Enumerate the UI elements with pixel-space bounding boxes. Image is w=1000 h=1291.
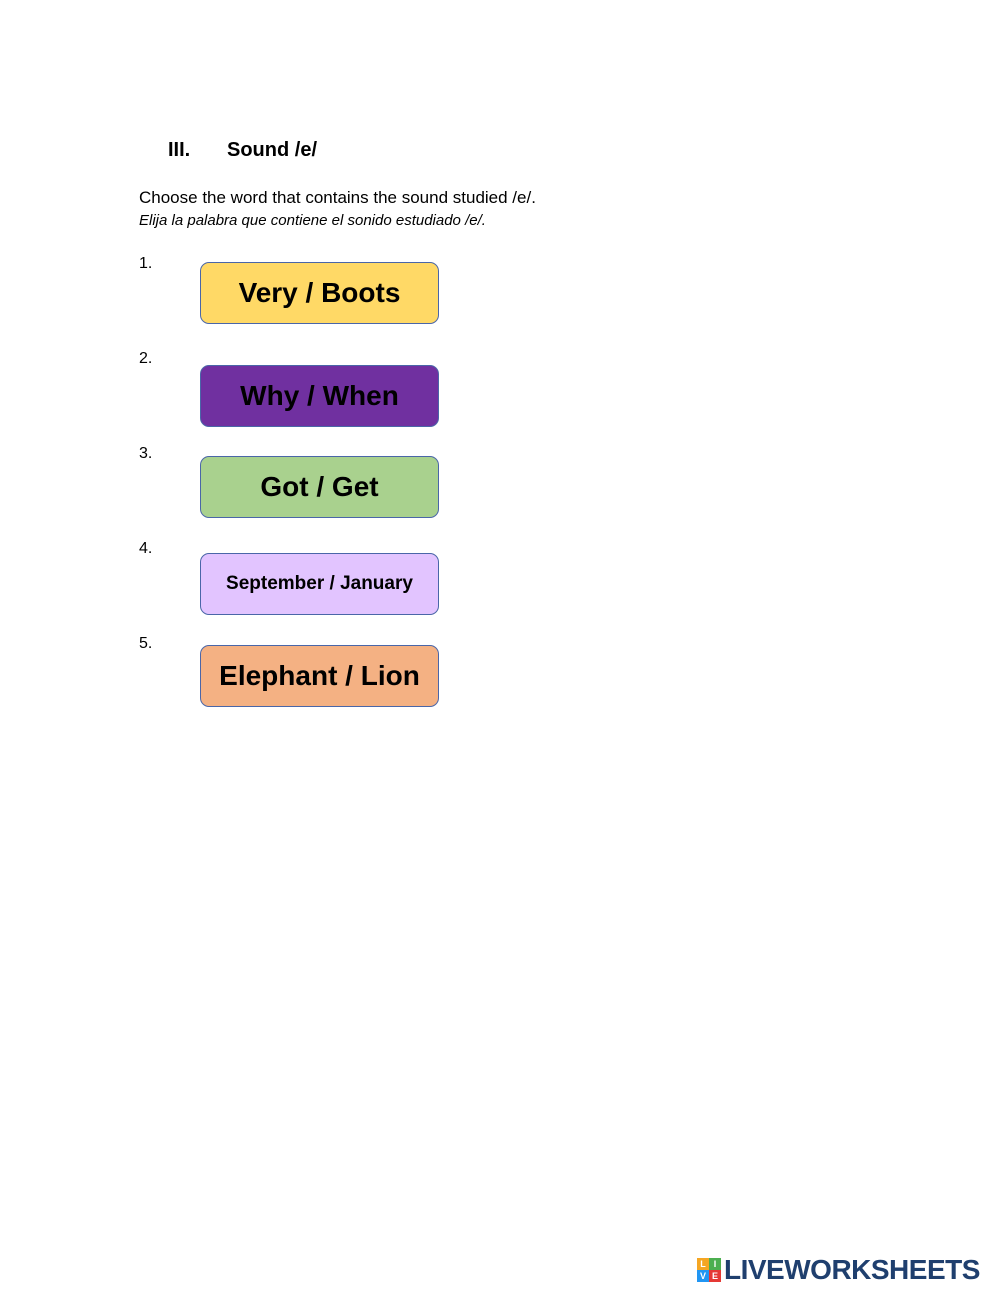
section-title: Sound /e/	[227, 139, 317, 161]
instruction-spanish: Elija la palabra que contiene el sonido estudiado /e/.	[139, 212, 486, 229]
logo-text: LIVEWORKSHEETS	[724, 1254, 980, 1285]
item-number-5: 5.	[139, 635, 153, 652]
logo-mark-letter: V	[697, 1270, 709, 1282]
section-number: III.	[168, 139, 191, 161]
item-number-4: 4.	[139, 540, 153, 557]
option-button-5[interactable]: Elephant / Lion	[200, 645, 439, 707]
item-number-2: 2.	[139, 350, 153, 367]
logo-mark-letter: E	[709, 1270, 721, 1282]
section-heading	[168, 139, 317, 162]
logo-mark-icon	[697, 1258, 721, 1282]
instruction-english: Choose the word that contains the sound studied /e/.	[139, 188, 536, 207]
liveworksheets-logo	[697, 1256, 980, 1284]
option-button-4[interactable]: September / January	[200, 553, 439, 615]
option-button-1[interactable]: Very / Boots	[200, 262, 439, 324]
option-button-3[interactable]: Got / Get	[200, 456, 439, 518]
item-number-1: 1.	[139, 255, 153, 272]
logo-mark-letter: I	[709, 1258, 721, 1270]
logo-mark-letter: L	[697, 1258, 709, 1270]
option-button-2[interactable]: Why / When	[200, 365, 439, 427]
item-number-3: 3.	[139, 445, 153, 462]
